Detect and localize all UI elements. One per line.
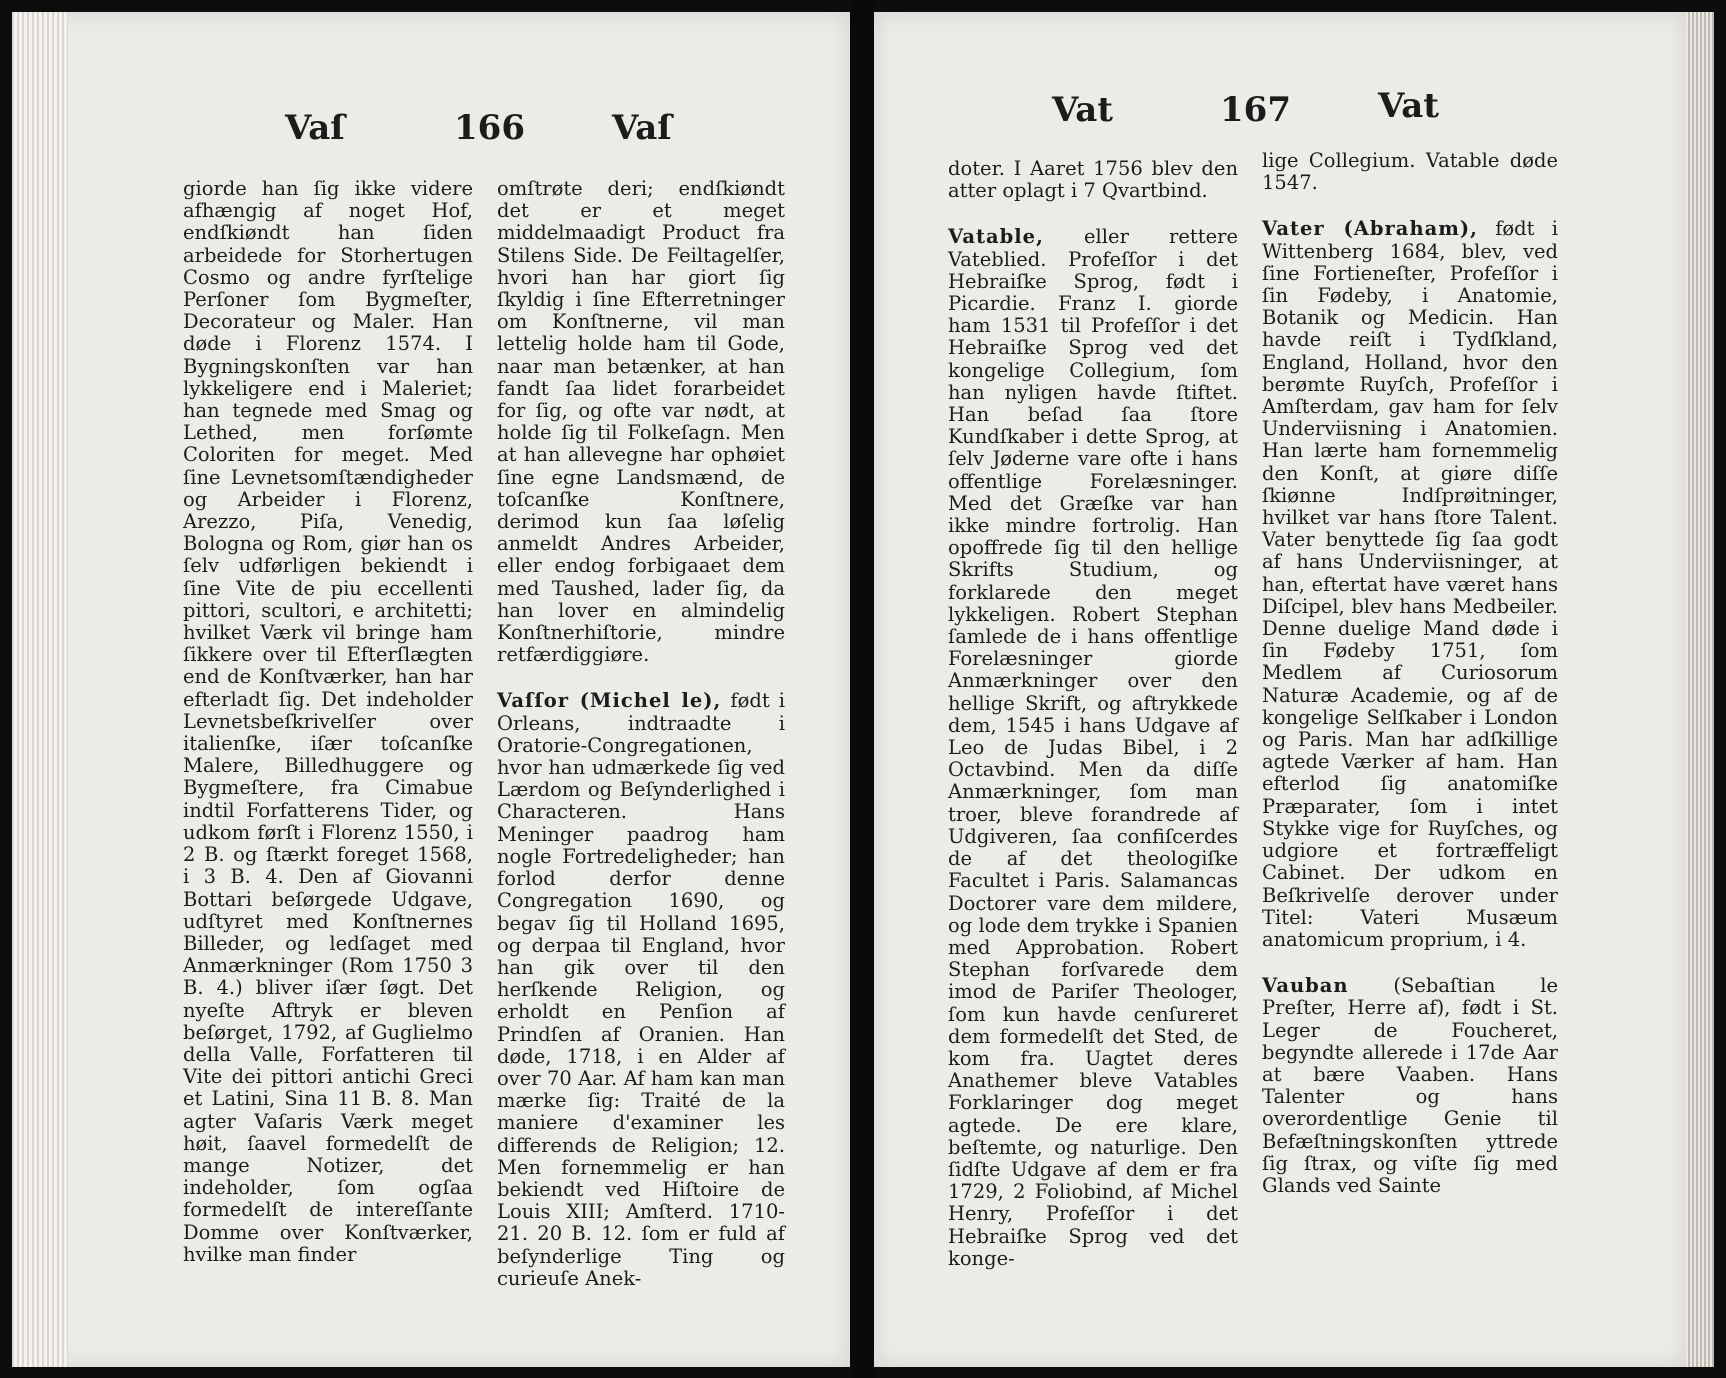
vasari-entry-end: omſtrøte deri; endſkiøndt det er et meget middelmaadigt Product fra Stilens Side. De Feiltagelſer, hvori han har giort ſig ſkyldig i ſine Efterretninger om Konſtnerne, vil man lettelig holde ham til Gode, naar man betænker, at han fandt ſaa lidet forarbeidet for ſig, og ofte var nødt, at holde ſig til Folkeſagn. Men at han allevegne har ophøiet ſine egne Landsmænd, de toſcanſke Konſtnere, derimod kun ſaa løſelig anmeldt Andres Arbeider, eller endog forbigaaet dem med Taushed, lader ſig, da han lover en almindelig Konſtnerhiſtorie, mindre retfærdiggiøre. bbox=[497, 177, 785, 667]
right-column-1 bbox=[948, 158, 1238, 1270]
left-column-1 bbox=[183, 178, 473, 1266]
book-gutter bbox=[850, 0, 874, 1378]
entry-headword: Vauban bbox=[1262, 974, 1349, 998]
entry-headword: Vatable, bbox=[948, 225, 1044, 249]
entry-body: (Sebaſtian le Preſter, Herre af), født i St. Leger de Foucheret, begyndte allerede i 17de Aar at bære Vaaben. Hans Talenter og hans overordentlige Genie til Befæſtningskonſten yttrede ſig ſtrax, og viſte ſig med Glands ved Sainte bbox=[1262, 974, 1558, 1197]
entry-vauban bbox=[1262, 975, 1558, 1197]
left-running-head-left: Vaſ bbox=[285, 108, 345, 148]
entry-vatable bbox=[948, 226, 1238, 1270]
entry-vater bbox=[1262, 218, 1558, 951]
entry-headword: Vaſſor (Michel le), bbox=[497, 689, 722, 713]
vasari-entry-continued: giorde han ſig ikke videre afhængig af noget Hof, endſkiøndt han ſiden arbeidede for Storhertugen Cosmo og andre fyrſtelige Perſoner ſom Bygmeſter, Decorateur og Maler. Han døde i Florenz 1574. I Bygningskonſten var han lykkeligere end i Maleriet; han tegnede med Smag og Lethed, men forſømte Coloriten for meget. Med ſine Levnetsomſtændigheder og Arbeider i Florenz, Arezzo, Piſa, Venedig, Bologna og Rom, giør han os ſelv udførligen bekiendt i ſine Vite de piu eccellenti pittori, scultori, e architetti; hvilket Værk vil bringe ham ſikkere over til Efterſlægten end de Konſtværker, han har efterladt ſig. Det indeholder Levnetsbeſkrivelſer over italienſke, iſær toſcanſke Malere, Billedhuggere og Bygmeſtere, fra Cimabue indtil Forfatterens Tider, og udkom førſt i Florenz 1550, i 2 B. og ſtærkt foreget 1568, i 3 B. 4. Den af Giovanni Bottari beſørgede Udgave, udſtyret med Konſtnernes Billeder, og ledſaget med Anmærkninger (Rom 1750 3 B. 4.) bliver iſær ſøgt. Det nyeſte Aftryk er bleven beſørget, 1792, af Guglielmo della Valle, Forfatteren til Vite dei pittori antichi Greci et Latini, Sina 11 B. 8. Man agter Vaſaris Værk meget høit, ſaavel formedelſt de mange Notizer, det indeholder, ſom ogſaa formedelſt de intereſſante Domme over Konſtværker, hvilke man finder bbox=[183, 177, 473, 1266]
right-page-edges bbox=[1686, 12, 1714, 1367]
vassor-entry-end: doter. I Aaret 1756 blev den atter oplagt i 7 Qvartbind. bbox=[948, 157, 1238, 203]
entry-body: eller rettere Vateblied. Profeſſor i det Hebraiſke Sprog, født i Picardie. Franz I. giorde ham 1531 til Profeſſor i det Hebraiſke Sprog ved det kongelige Collegium, ſom han nyligen havde ſtiftet. Han beſad ſaa ſtore Kundſkaber i dette Sprog, at ſelv Jøderne vare ofte i hans offentlige Forelæsninger. Med det Græſke var han ikke mindre fortrolig. Han opoffrede ſig til den hellige Skrifts Studium, og forklarede den meget lykkeligen. Robert Stephan ſamlede de i hans offentlige Forelæsninger giorde Anmærkninger over den hellige Skrift, og aftrykkede dem, 1545 i hans Udgave af Leo de Judas Bibel, i 2 Octavbind. Men da diſſe Anmærkninger, ſom man troer, bleve forandrede af Udgiveren, ſaa confiſcerdes de af det theologiſke Facultet i Paris. Salamancas Doctorer vare dem mildere, og lode dem trykke i Spanien med Approbation. Robert Stephan forſvarede dem imod de Pariſer Theologer, ſom kun havde cenſureret dem formedelſt det Sted, de kom fra. Uagtet deres Anathemer bleve Vatables Forklaringer dog meget agtede. De ere klare, beſtemte, og naturlige. Den ſidſte Udgave af dem er fra 1729, 2 Foliobind, af Michel Henry, Profeſſor i det Hebraiſke Sprog ved det konge- bbox=[948, 225, 1238, 1270]
right-page-number: 167 bbox=[1220, 90, 1291, 130]
vatable-entry-end: lige Collegium. Vatable døde 1547. bbox=[1262, 149, 1558, 195]
entry-body: født i Wittenberg 1684, blev, ved ſine Fortieneſter, Profeſſor i ſin Fødeby, i Anatomie, Botanik og Medicin. Han havde reiſt i Tydſkland, England, Holland, hvor den berømte Ruyſch, Profeſſor i Amſterdam, gav ham for ſelv Underviisning i Anatomien. Han lærte ham fornemmelig den Konſt, at giøre diſſe ſkiønne Indſprøitninger, hvilket var hans ſtore Talent. Vater benyttede ſig ſaa godt af hans Underviisninger, at han, eftertat have været hans Diſcipel, blev hans Medbeiler. Denne duelige Mand døde i ſin Fødeby 1751, ſom Medlem af Curiosorum Naturæ Academie, og af de kongelige Selſkaber i London og Paris. Man har adſkillige agtede Værker af ham. Han efterlod ſig anatomiſke Præparater, ſom i intet Stykke vige for Ruyſches, og udgiore et fortræffeligt Cabinet. Der udkom en Beſkrivelſe derover under Titel: Vateri Musæum anatomicum proprium, i 4. bbox=[1262, 217, 1558, 951]
entry-vassor bbox=[497, 690, 785, 1289]
left-page-number: 166 bbox=[454, 108, 525, 148]
entry-body: født i Orleans, indtraadte i Oratorie-Congregationen, hvor han udmærkede ſig ved Lærdom og Beſynderlighed i Characteren. Hans Meninger paadrog ham nogle Fortredeligheder; han forlod derfor denne Congregation 1690, og begav ſig til Holland 1695, og derpaa til England, hvor han gik over til den herſkende Religion, og erholdt en Penſion af Prindſen af Oranien. Han døde, 1718, i en Alder af over 70 Aar. Af ham kan man mærke ſig: Traité de la maniere d'examiner les differends de Religion; 12. Men fornemmelig er han bekiendt ved Hiſtoire de Louis XIII; Amſterd. 1710-21. 20 B. 12. ſom er fuld af beſynderlige Ting og curieuſe Anek- bbox=[497, 689, 785, 1290]
left-page-edges bbox=[12, 12, 68, 1367]
right-running-head-right: Vat bbox=[1378, 86, 1439, 126]
entry-headword: Vater (Abraham), bbox=[1262, 217, 1478, 241]
right-running-head-left: Vat bbox=[1052, 90, 1113, 130]
right-column-2 bbox=[1262, 150, 1558, 1197]
left-column-2 bbox=[497, 178, 785, 1290]
left-running-head-right: Vaſ bbox=[612, 108, 672, 148]
